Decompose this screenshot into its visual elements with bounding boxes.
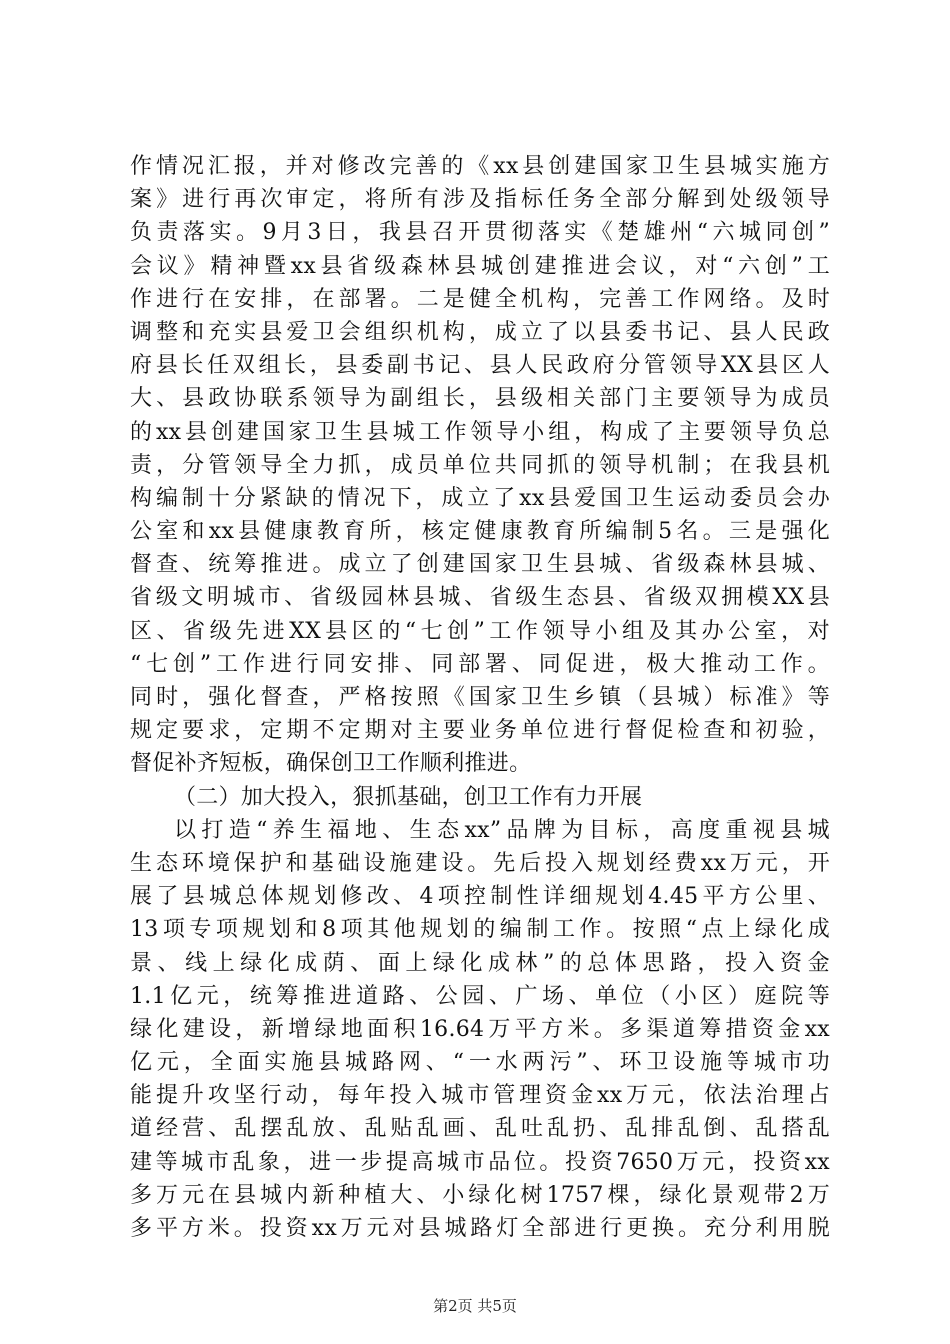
text-line: 省级文明城市、省级园林县城、省级生态县、省级双拥模XX县 <box>130 585 830 611</box>
text-line: 13项专项规划和8项其他规划的编制工作。按照“点上绿化成 <box>130 917 830 943</box>
text-line: 督查、统筹推进。成立了创建国家卫生县城、省级森林县城、 <box>130 552 830 578</box>
text-line: “七创”工作进行同安排、同部署、同促进，极大推动工作。 <box>130 651 830 677</box>
text-line: 绿化建设，新增绿地面积16.64万平方米。多渠道筹措资金xx <box>130 1016 830 1042</box>
text-line: 生态环境保护和基础设施建设。先后投入规划经费xx万元，开 <box>130 850 830 876</box>
text-line: 能提升攻坚行动，每年投入城市管理资金xx万元，依法治理占 <box>130 1083 830 1109</box>
text-line: 同时，强化督查，严格按照《国家卫生乡镇（县城）标准》等 <box>130 685 830 710</box>
text-line: 1.1亿元，统筹推进道路、公园、广场、单位（小区）庭院等 <box>130 983 830 1009</box>
text-line: 案》进行再次审定，将所有涉及指标任务全部分解到处级领导 <box>130 187 830 213</box>
text-line: 多平方米。投资xx万元对县城路灯全部进行更换。充分利用脱 <box>130 1216 830 1241</box>
text-line: 展了县城总体规划修改、4项控制性详细规划4.45平方公里、 <box>130 884 830 910</box>
text-line: 亿元，全面实施县城路网、“一水两污”、环卫设施等城市功 <box>130 1050 830 1076</box>
text-line: 责，分管领导全力抓，成员单位共同抓的领导机制；在我县机 <box>130 452 830 478</box>
text-line: 多万元在县城内新种植大、小绿化树1757棵，绿化景观带2万 <box>130 1182 830 1208</box>
text-line: 大、县政协联系领导为副组长，县级相关部门主要领导为成员 <box>130 386 830 412</box>
text-line: 公室和xx县健康教育所，核定健康教育所编制5名。三是强化 <box>130 519 830 545</box>
text-line: 区、省级先进XX县区的“七创”工作领导小组及其办公室，对 <box>130 618 830 644</box>
text-line: 规定要求，定期不定期对主要业务单位进行督促检查和初验， <box>130 718 830 744</box>
text-line: 作情况汇报，并对修改完善的《xx县创建国家卫生县城实施方 <box>130 154 830 179</box>
text-line: 督促补齐短板，确保创卫工作顺利推进。 <box>130 751 532 777</box>
page-number-footer: 第2页 共5页 <box>433 1297 517 1315</box>
section-heading: （二）加大投入，狠抓基础，创卫工作有力开展 <box>174 784 643 810</box>
text-line: 构编制十分紧缺的情况下，成立了xx县爱国卫生运动委员会办 <box>130 485 830 511</box>
text-line: 负责落实。9月3日，我县召开贯彻落实《楚雄州“六城同创” <box>130 220 830 246</box>
text-line: 景、线上绿化成荫、面上绿化成林”的总体思路，投入资金 <box>130 950 830 976</box>
text-line: 建等城市乱象，进一步提高城市品位。投资7650万元，投资xx <box>130 1149 830 1175</box>
text-line: 以打造“养生福地、生态xx”品牌为目标，高度重视县城 <box>174 817 830 843</box>
document-body <box>130 150 830 1245</box>
text-line: 调整和充实县爱卫会组织机构，成立了以县委书记、县人民政 <box>130 319 830 345</box>
text-line: 作进行在安排，在部署。二是健全机构，完善工作网络。及时 <box>130 286 830 312</box>
text-line: 道经营、乱摆乱放、乱贴乱画、乱吐乱扔、乱排乱倒、乱搭乱 <box>130 1116 830 1142</box>
text-line: 府县长任双组长，县委副书记、县人民政府分管领导XX县区人 <box>130 353 830 379</box>
text-line: 的xx县创建国家卫生县城工作领导小组，构成了主要领导负总 <box>130 419 830 445</box>
text-line: 会议》精神暨xx县省级森林县城创建推进会议，对“六创”工 <box>130 253 830 279</box>
